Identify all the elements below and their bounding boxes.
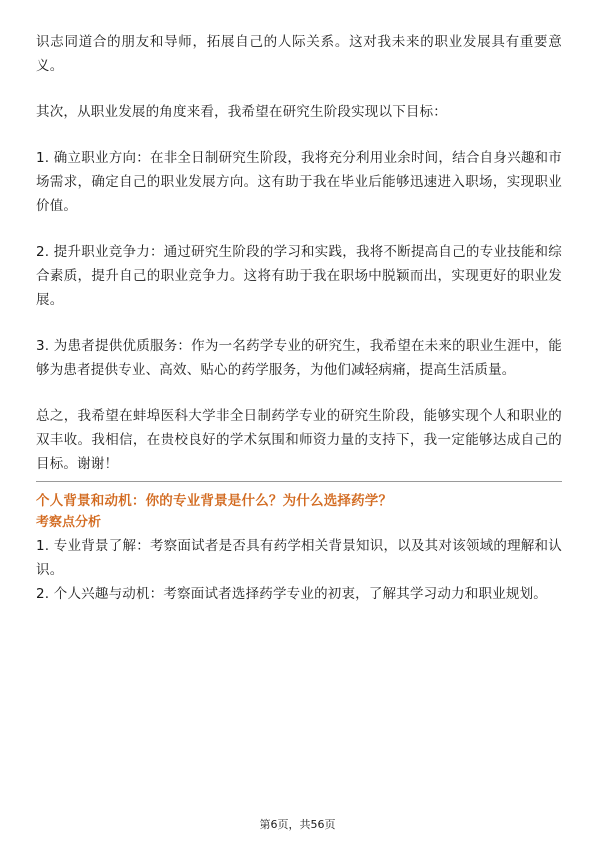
interview-question: 个人背景和动机：你的专业背景是什么？为什么选择药学？ <box>36 493 393 509</box>
paragraph-goal-competitiveness: 2. 提升职业竞争力：通过研究生阶段的学习和实践，我将不断提高自己的专业技能和综合素质，提升自己的职业竞争力。这将有助于我在职场中脱颖而出，实现更好的职业发展。 <box>36 244 562 308</box>
analysis-title: 考察点分析 <box>36 515 102 530</box>
paragraph-goals-intro: 其次，从职业发展的角度来看，我希望在研究生阶段实现以下目标： <box>36 104 447 120</box>
paragraph-conclusion: 总之，我希望在蚌埠医科大学非全日制药学专业的研究生阶段，能够实现个人和职业的双丰收。我相信，在贵校良好的学术氛围和师资力量的支持下，我一定能够达成自己的目标。谢谢！ <box>36 408 562 472</box>
paragraph-relationships: 识志同道合的朋友和导师，拓展自己的人际关系。这对我未来的职业发展具有重要意义。 <box>36 34 562 74</box>
page-number: 第6页，共56页 <box>259 818 336 831</box>
analysis-point-background: 1. 专业背景了解：考察面试者是否具有药学相关背景知识，以及其对该领域的理解和认识。 <box>36 538 562 578</box>
page-content <box>36 30 562 606</box>
analysis-point-motivation: 2. 个人兴趣与动机：考察面试者选择药学专业的初衷，了解其学习动力和职业规划。 <box>36 586 547 602</box>
paragraph-goal-service: 3. 为患者提供优质服务：作为一名药学专业的研究生，我希望在未来的职业生涯中，能够为患者提供专业、高效、贴心的药学服务，为他们减轻病痛，提高生活质量。 <box>36 338 562 378</box>
section-divider <box>36 481 562 482</box>
paragraph-goal-direction: 1. 确立职业方向：在非全日制研究生阶段，我将充分利用业余时间，结合自身兴趣和市场需求，确定自己的职业发展方向。这有助于我在毕业后能够迅速进入职场，实现职业价值。 <box>36 150 562 214</box>
